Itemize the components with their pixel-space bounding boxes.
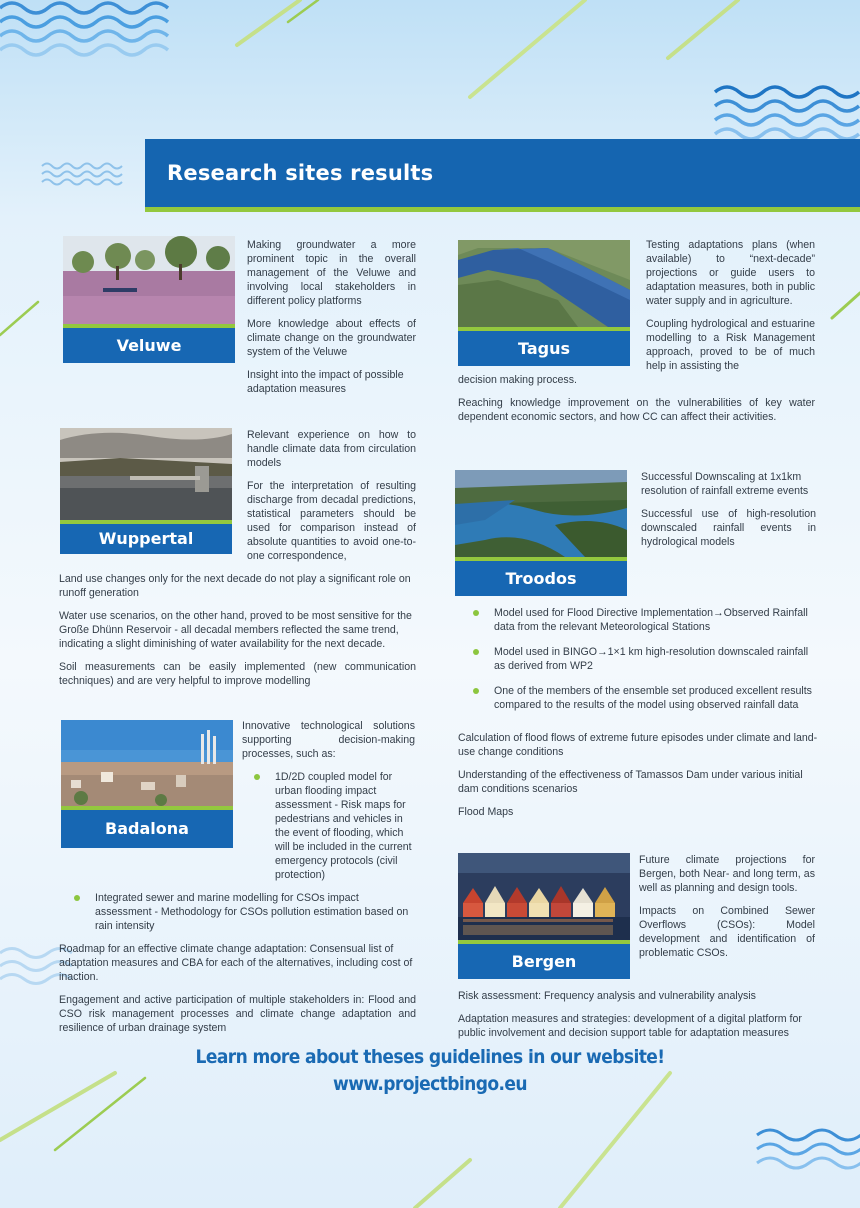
badalona-bullet-1: 1D/2D coupled model for urban flooding impact assessment - Risk maps for pedestrians and vehicles in the event of flooding, which will be included in the current emergency protocols (civil protection) xyxy=(275,770,418,882)
badalona-after-2: Engagement and active participation of multiple stakeholders in: Flood and CSO risk management processes and climate change adaptation and resilience of urban drainage system xyxy=(59,994,416,1034)
bullet-dot-icon xyxy=(74,895,80,901)
wuppertal-para-1: Relevant experience on how to handle climate data from circulation models xyxy=(247,429,416,469)
badalona-bullet-list-2 xyxy=(95,891,418,933)
bergen-text-side xyxy=(639,853,815,969)
badalona-card xyxy=(61,720,233,848)
veluwe-photo xyxy=(63,236,235,324)
veluwe-para-3: Insight into the impact of possible adaptation measures xyxy=(247,369,404,395)
wuppertal-para-2: For the interpretation of resulting discharge from decadal predictions, statistical parameters should be used for comparison instead of absolute quantities to avoid one-to-one correspondence, xyxy=(247,480,416,562)
badalona-label: Badalona xyxy=(61,810,233,848)
troodos-bullets xyxy=(494,606,816,712)
bullet-dot-icon xyxy=(473,688,479,694)
badalona-bullet-2: Integrated sewer and marine modelling for CSOs impact assessment - Methodology for CSOs pollution estimation based on rain intensity xyxy=(95,891,418,933)
tagus-para-2: Coupling hydrological and estuarine modelling to a Risk Management approach, proved to be of much help in assisting the xyxy=(646,318,815,372)
page-title: Research sites results xyxy=(167,161,434,185)
veluwe-card xyxy=(63,236,235,363)
website-link[interactable]: www.projectbingo.eu xyxy=(333,1073,527,1095)
wuppertal-card xyxy=(60,428,232,554)
troodos-text-below xyxy=(458,731,818,828)
troodos-after-3: Flood Maps xyxy=(458,806,514,818)
wuppertal-para-4: Water use scenarios, on the other hand, proved to be most sensitive for the Große Dhünn Reservoir - all decadal members reflected the same trend, indicating a slight diminishing of water availability for the next decade. xyxy=(59,610,412,650)
troodos-photo xyxy=(455,470,627,557)
bergen-para-2: Impacts on Combined Sewer Overflows (CSOs): Model development and identification of problematic CSOs. xyxy=(639,905,815,959)
wuppertal-label: Wuppertal xyxy=(60,524,232,554)
tagus-card xyxy=(458,240,630,366)
tagus-label: Tagus xyxy=(458,331,630,366)
bullet-dot-icon xyxy=(254,774,260,780)
veluwe-para-2: More knowledge about effects of climate change on the groundwater system of the Veluwe xyxy=(247,318,416,358)
bergen-para-1: Future climate projections for Bergen, both Near- and long term, as well as planning and design tools. xyxy=(639,854,815,894)
troodos-para-1: Successful Downscaling at 1x1km resolution of rainfall extreme events xyxy=(641,471,809,497)
troodos-label: Troodos xyxy=(455,561,627,596)
bergen-after-2: Adaptation measures and strategies: development of a digital platform for public involvement and decision support table for adaptation measures xyxy=(458,1013,802,1039)
tagus-para-1: Testing adaptations plans (when available) to “next-decade” projections or guide users to adaptation measures, both in public water supply and in agriculture. xyxy=(646,239,815,307)
wuppertal-para-3: Land use changes only for the next decade do not play a significant role on runoff generation xyxy=(59,573,411,599)
footer-cta-text: Learn more about theses guidelines in our website! xyxy=(195,1046,665,1068)
tagus-photo xyxy=(458,240,630,327)
troodos-card xyxy=(455,470,627,596)
troodos-after-1: Calculation of flood flows of extreme future episodes under climate and land-use change conditions xyxy=(458,732,818,758)
badalona-after-1: Roadmap for an effective climate change adaptation: Consensual list of adaptation measures and CBA for each of the alternatives, including cost of inaction. xyxy=(59,943,413,983)
tagus-para-3: decision making process. xyxy=(458,374,577,386)
wuppertal-text-below xyxy=(59,572,416,697)
tagus-text-below xyxy=(458,373,815,433)
header-banner xyxy=(145,139,860,207)
troodos-after-2: Understanding of the effectiveness of Tamassos Dam under various initial dam conditions scenarios xyxy=(458,769,803,795)
bullet-dot-icon xyxy=(473,610,479,616)
badalona-text-below xyxy=(59,942,416,1044)
troodos-bullet-2: Model used in BINGO→1×1 km high-resolution downscaled rainfall as derived from WP2 xyxy=(494,645,816,673)
bergen-photo xyxy=(458,853,630,940)
troodos-para-2: Successful use of high-resolution downscaled rainfall events in hydrological models xyxy=(641,508,816,548)
bergen-label: Bergen xyxy=(458,944,630,979)
tagus-text-side xyxy=(646,238,815,373)
tagus-para-4: Reaching knowledge improvement on the vulnerabilities of key water dependent economic sectors, and how CC can affect their activities. xyxy=(458,397,815,423)
troodos-text-side xyxy=(641,470,816,558)
badalona-intro xyxy=(242,719,415,770)
troodos-bullet-1: Model used for Flood Directive Implementation→Observed Rainfall data from the relevant Meteorological Stations xyxy=(494,606,816,634)
veluwe-label: Veluwe xyxy=(63,328,235,363)
veluwe-para-1: Making groundwater a more prominent topic in the overall management of the Veluwe and involving local stakeholders in different policy platforms xyxy=(247,239,416,307)
bullet-dot-icon xyxy=(473,649,479,655)
badalona-photo xyxy=(61,720,233,806)
bergen-card xyxy=(458,853,630,979)
badalona-bullet-list-1 xyxy=(275,770,418,882)
header-accent-line xyxy=(145,207,860,212)
badalona-intro-text: Innovative technological solutions supporting decision-making processes, such as: xyxy=(242,720,415,760)
troodos-bullet-3: One of the members of the ensemble set produced excellent results compared to the results of the model using observed rainfall data xyxy=(494,684,816,712)
veluwe-text xyxy=(247,238,416,405)
wuppertal-text-side xyxy=(247,428,416,572)
wuppertal-para-5: Soil measurements can be easily implemented (new communication techniques) and are very helpful to improve modelling xyxy=(59,661,416,687)
bergen-text-below xyxy=(458,989,820,1049)
wuppertal-photo xyxy=(60,428,232,520)
bergen-after-1: Risk assessment: Frequency analysis and vulnerability analysis xyxy=(458,990,756,1002)
